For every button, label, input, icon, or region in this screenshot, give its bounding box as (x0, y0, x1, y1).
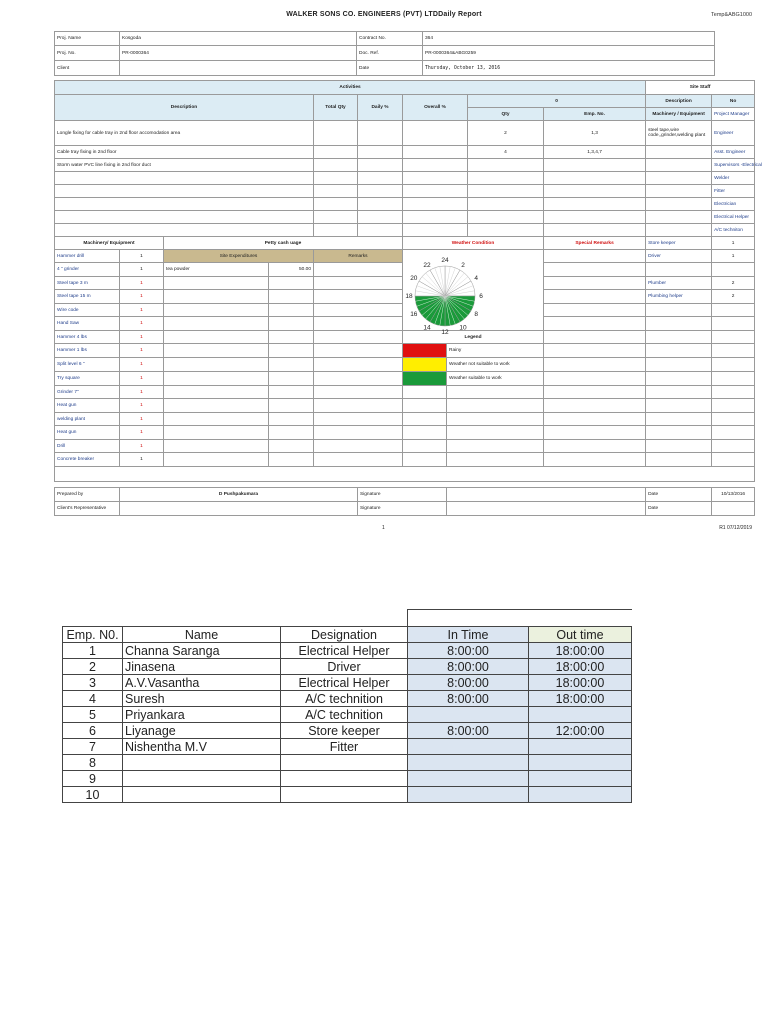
machinery-qty: 1 (120, 344, 164, 358)
emp-in-time (408, 771, 529, 787)
emp-no: 3 (63, 675, 123, 691)
emp-in-time (408, 755, 529, 771)
activity-machinery (646, 146, 712, 159)
table-row (55, 426, 755, 440)
emp-no-col: Emp. No. (544, 108, 646, 121)
docref-value: PR-0000364&ABG0259 (423, 46, 715, 61)
emp-in-time: 8:00:00 (408, 723, 529, 739)
signoff-date-value: 10/13/2016 (712, 488, 755, 502)
staff-no: 1 (712, 237, 755, 250)
table-row (63, 723, 632, 739)
table-row (55, 146, 755, 159)
weather-hour-label: 6 (479, 293, 483, 301)
activity-desc: Cable tray fixing in 2nd floor (55, 146, 314, 159)
legend-unsuitable-swatch (403, 358, 447, 372)
table-row (55, 185, 755, 198)
machinery-name: Hand Saw (55, 317, 120, 331)
table-row (63, 691, 632, 707)
emp-in-time: 8:00:00 (408, 691, 529, 707)
qty-col: Qty (468, 108, 544, 121)
emp-no: 6 (63, 723, 123, 739)
project-info-table (54, 31, 715, 76)
signature-label: Signature (358, 502, 447, 516)
prepared-value: D Pushpakumara (120, 488, 358, 502)
emp-out-time: 18:00:00 (529, 643, 632, 659)
report-title: WALKER SONS CO. ENGINEERS (PVT) LTDDaily Report (286, 11, 482, 18)
staff-desc: Store keeper (646, 237, 712, 250)
client-label: Client (55, 61, 120, 76)
staff-desc: Electrician (712, 198, 755, 211)
staff-desc: Project Manager (712, 108, 755, 121)
client-value (120, 61, 357, 76)
emp-designation (281, 771, 408, 787)
emp-out-time: 18:00:00 (529, 691, 632, 707)
staff-desc: Plumbing helper (646, 290, 712, 304)
emp-out-time (529, 739, 632, 755)
weather-hour-label: 12 (441, 329, 449, 337)
client-rep-label: Client's Representative (55, 502, 120, 516)
emp-name: Suresh (123, 691, 281, 707)
machinery-name: welding plant (55, 413, 120, 426)
machinery-name: Steel tape 3 m (55, 277, 120, 290)
emp-in-time: 8:00:00 (408, 643, 529, 659)
activity-desc: Storm water PVC line fixing in 2nd floor duct (55, 159, 314, 172)
site-staff-header: Site Staff (646, 81, 755, 95)
overall-pct-col: Overall % (403, 95, 468, 121)
activities-header: Activities (55, 81, 646, 95)
proj-no-label: Proj. No. (55, 46, 120, 61)
activity-description-col: Description (55, 95, 314, 121)
emp-name (123, 755, 281, 771)
signoff-date-label: Date (646, 488, 712, 502)
emp-name: Priyankara (123, 707, 281, 723)
machinery-name: Steel tape 15 m (55, 290, 120, 304)
machinery-name: Hammer 4 lbs (55, 331, 120, 344)
emp-out-time (529, 771, 632, 787)
table-row (63, 787, 632, 803)
machinery-qty: 1 (120, 290, 164, 304)
machinery-qty: 1 (120, 453, 164, 467)
machinery-header: Machinery/ Equipment (55, 237, 164, 250)
staff-no: 2 (712, 290, 755, 304)
table-row (55, 211, 755, 224)
prepared-label: Prepared by (55, 488, 120, 502)
proj-name-value: Kosgoda (120, 32, 357, 46)
emp-out-time (529, 787, 632, 803)
in-time-header: In Time (408, 627, 529, 643)
emp-no: 8 (63, 755, 123, 771)
table-row (55, 344, 755, 358)
machinery-qty: 1 (120, 317, 164, 331)
weather-hour-label: 20 (410, 275, 418, 283)
machinery-name: Concrete breaker (55, 453, 120, 467)
weather-hour-label: 4 (474, 275, 478, 283)
emp-out-time (529, 707, 632, 723)
legend-suitable-label: Weather suitable to work (447, 372, 544, 386)
machinery-qty: 1 (120, 413, 164, 426)
machinery-name: Hammer 1 lbs (55, 344, 120, 358)
table-row (63, 659, 632, 675)
machinery-name: Wire code (55, 304, 120, 317)
table-row (55, 198, 755, 211)
machinery-qty: 1 (120, 250, 164, 263)
signature-label: Signature (358, 488, 447, 502)
emp-designation: Driver (281, 659, 408, 675)
attendance-table (62, 626, 632, 803)
staff-desc: Supervisors -Electrical (712, 159, 755, 172)
daily-pct-col: Daily % (358, 95, 403, 121)
machinery-qty: 1 (120, 440, 164, 453)
name-header: Name (123, 627, 281, 643)
staff-desc: Plumber (646, 277, 712, 290)
table-row (55, 440, 755, 453)
table-row (63, 739, 632, 755)
table-row (63, 755, 632, 771)
signoff-date-label: Date (646, 502, 712, 516)
activity-qty: 4 (468, 146, 544, 159)
emp-in-time: 8:00:00 (408, 675, 529, 691)
emp-no: 9 (63, 771, 123, 787)
table-row (55, 413, 755, 426)
machinery-name: Hammer drill (55, 250, 120, 263)
emp-name: Nishentha M.V (123, 739, 281, 755)
table-row (55, 224, 755, 237)
activity-desc: Longle fixing for cable tray in 2nd floor accomodation area (55, 121, 314, 146)
emp-designation: Electrical Helper (281, 643, 408, 659)
machinery-qty: 1 (120, 426, 164, 440)
page-number: 1 (382, 525, 385, 531)
weather-hour-label: 2 (461, 262, 465, 270)
legend-rainy-label: Rainy (447, 344, 544, 358)
table-row (63, 771, 632, 787)
emp-name (123, 787, 281, 803)
machinery-qty: 1 (120, 277, 164, 290)
emp-no: 10 (63, 787, 123, 803)
staff-desc: Driver (646, 250, 712, 263)
weather-hour-label: 10 (459, 324, 467, 332)
machinery-qty: 1 (120, 372, 164, 386)
staff-desc: Fitter (712, 185, 755, 198)
out-time-header: Out time (529, 627, 632, 643)
date-value: Thursday, October 13, 2016 (423, 61, 715, 76)
table-row (63, 643, 632, 659)
legend-rainy-swatch (403, 344, 447, 358)
table-row (55, 453, 755, 467)
weather-hour-label: 22 (423, 262, 431, 270)
emp-out-time (529, 755, 632, 771)
emp-no: 4 (63, 691, 123, 707)
legend-unsuitable-label: Weather not suitable to work (447, 358, 544, 372)
emp-name: Channa Saranga (123, 643, 281, 659)
table-row (55, 159, 755, 172)
emp-designation: Fitter (281, 739, 408, 755)
staff-desc: Engineer (712, 121, 755, 146)
emp-designation (281, 755, 408, 771)
site-expenditures-label: Site Expenditures (164, 250, 314, 263)
contract-label: Contract No. (357, 32, 423, 46)
petty-cash-header: Petty cash uage (164, 237, 403, 250)
machinery-qty: 1 (120, 386, 164, 399)
table-row (55, 372, 755, 386)
weather-hour-label: 18 (405, 293, 413, 301)
emp-out-time: 18:00:00 (529, 675, 632, 691)
machinery-qty: 1 (120, 331, 164, 344)
staff-no: 2 (712, 277, 755, 290)
designation-header: Designation (281, 627, 408, 643)
docref-label: Doc. Ref. (357, 46, 423, 61)
staff-desc: A/C techniton (712, 224, 755, 237)
signature-box (447, 488, 646, 502)
activity-emp: 1,3,4,7 (544, 146, 646, 159)
staff-no-col: No (712, 95, 755, 108)
staff-no (712, 263, 755, 277)
zero-col: 0 (468, 95, 646, 108)
attendance-top-box (407, 609, 632, 627)
emp-out-time: 18:00:00 (529, 659, 632, 675)
petty-item: tea powder (164, 263, 269, 277)
table-row (63, 675, 632, 691)
emp-no-header: Emp. N0. (63, 627, 123, 643)
remarks-label: Remarks (314, 250, 403, 263)
weather-header: Weather Condition (403, 237, 544, 250)
table-row (55, 121, 755, 146)
table-row (55, 386, 755, 399)
special-remarks-header: Special Remarks (544, 237, 646, 250)
table-row (55, 331, 755, 344)
date-label: Date (357, 61, 423, 76)
contract-value: 364 (423, 32, 715, 46)
staff-no: 1 (712, 250, 755, 263)
emp-designation: Electrical Helper (281, 675, 408, 691)
machinery-name: Heat gun (55, 399, 120, 413)
weather-hour-label: 16 (410, 311, 418, 319)
machinery-name: Split level 6 " (55, 358, 120, 372)
staff-desc (646, 263, 712, 277)
emp-no: 1 (63, 643, 123, 659)
staff-description-col: Description (646, 95, 712, 108)
machinery-col: Machinery / Equipment (646, 108, 712, 121)
proj-name-label: Proj. Name (55, 32, 120, 46)
table-row (55, 399, 755, 413)
table-row (55, 358, 755, 372)
emp-out-time: 12:00:00 (529, 723, 632, 739)
revision-ref: R1 07/12/2019 (719, 525, 752, 531)
emp-in-time (408, 707, 529, 723)
machinery-qty: 1 (120, 358, 164, 372)
staff-desc: Welder (712, 172, 755, 185)
emp-no: 7 (63, 739, 123, 755)
emp-designation: A/C technition (281, 707, 408, 723)
staff-desc: Asst. Engineer (712, 146, 755, 159)
emp-name (123, 771, 281, 787)
activity-machinery: steel tape,wire code,,grinder,welding plant (646, 121, 712, 146)
machinery-qty: 1 (120, 263, 164, 277)
machinery-name: Try square (55, 372, 120, 386)
petty-amount: 50.00 (269, 263, 314, 277)
total-qty-col: Total Qty (314, 95, 358, 121)
machinery-name: Grinder 7" (55, 386, 120, 399)
activity-emp: 1,3 (544, 121, 646, 146)
staff-desc: Electrical Helper (712, 211, 755, 224)
legend-suitable-swatch (403, 372, 447, 386)
proj-no-value: PR-0000364 (120, 46, 357, 61)
emp-no: 5 (63, 707, 123, 723)
emp-no: 2 (63, 659, 123, 675)
weather-hour-label: 24 (441, 257, 449, 265)
weather-hour-label: 14 (423, 324, 431, 332)
activity-qty: 2 (468, 121, 544, 146)
machinery-name: Drill (55, 440, 120, 453)
emp-in-time (408, 787, 529, 803)
template-ref: Temp&ABG1000 (711, 12, 752, 18)
table-row (55, 172, 755, 185)
emp-name: Liyanage (123, 723, 281, 739)
machinery-name: 4 " grinder (55, 263, 120, 277)
emp-designation: A/C technition (281, 691, 408, 707)
machinery-qty: 1 (120, 399, 164, 413)
legend-title: Legend (403, 331, 544, 344)
emp-designation: Store keeper (281, 723, 408, 739)
machinery-qty: 1 (120, 304, 164, 317)
machinery-name: Heat gun (55, 426, 120, 440)
weather-hour-label: 8 (474, 311, 478, 319)
emp-in-time: 8:00:00 (408, 659, 529, 675)
emp-in-time (408, 739, 529, 755)
emp-designation (281, 787, 408, 803)
emp-name: Jinasena (123, 659, 281, 675)
emp-name: A.V.Vasantha (123, 675, 281, 691)
table-row (63, 707, 632, 723)
